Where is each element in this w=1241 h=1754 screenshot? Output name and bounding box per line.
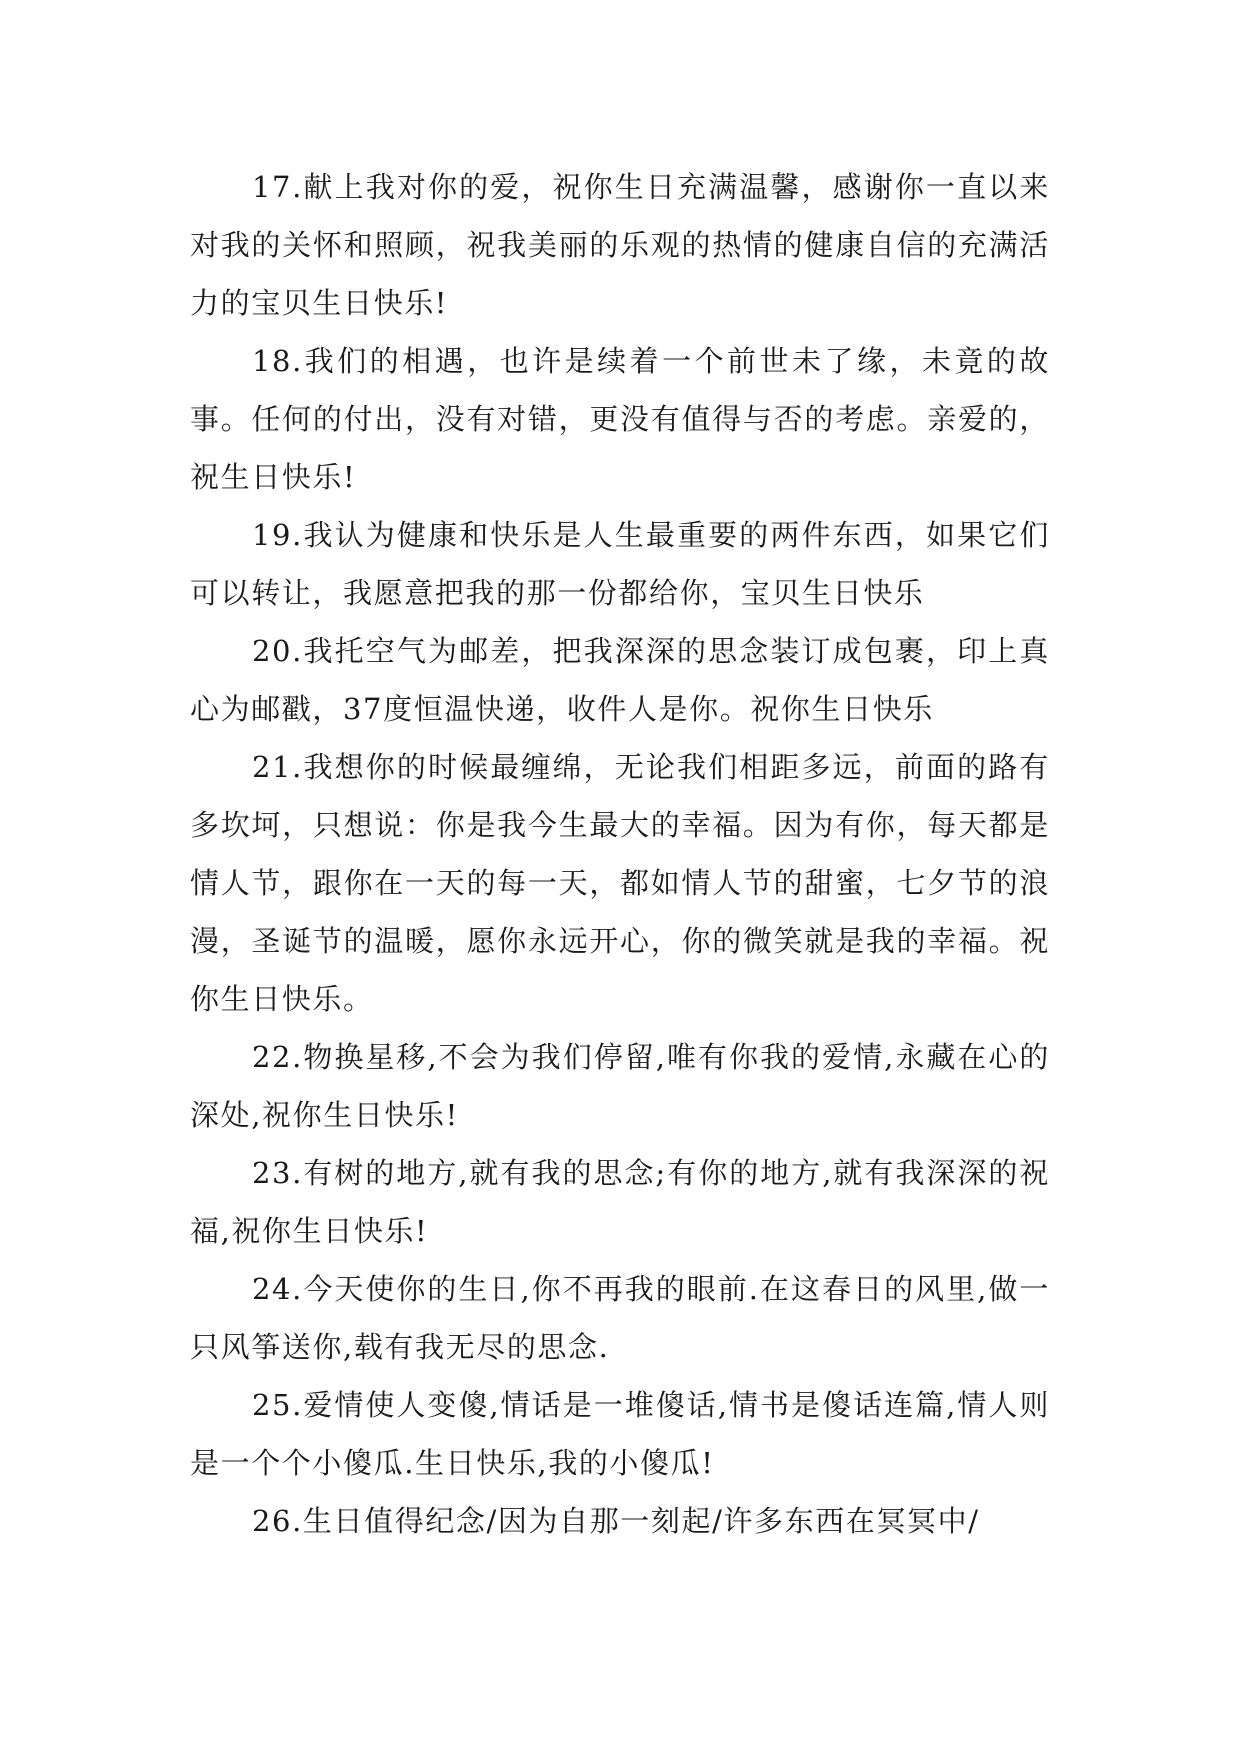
document-body: [190, 158, 1050, 1550]
paragraph-17: 17.献上我对你的爱，祝你生日充满温馨，感谢你一直以来对我的关怀和照顾，祝我美丽的乐观的热情的健康自信的充满活力的宝贝生日快乐!: [190, 170, 1050, 320]
paragraph-19: 19.我认为健康和快乐是人生最重要的两件东西，如果它们可以转让，我愿意把我的那一份都给你，宝贝生日快乐: [190, 518, 1050, 610]
paragraph-20: 20.我托空气为邮差，把我深深的思念装订成包裹，印上真心为邮戳，37度恒温快递，收件人是你。祝你生日快乐: [190, 634, 1050, 726]
paragraph-18: 18.我们的相遇，也许是续着一个前世未了缘，未竟的故事。任何的付出，没有对错，更没有值得与否的考虑。亲爱的，祝生日快乐!: [190, 344, 1050, 494]
paragraph-24: 24.今天使你的生日,你不再我的眼前.在这春日的风里,做一只风筝送你,载有我无尽的思念.: [190, 1272, 1050, 1364]
paragraph-26: 26.生日值得纪念/因为自那一刻起/许多东西在冥冥中/: [252, 1504, 980, 1538]
paragraph-25: 25.爱情使人变傻,情话是一堆傻话,情书是傻话连篇,情人则是一个个小傻瓜.生日快乐,我的小傻瓜!: [190, 1388, 1050, 1480]
paragraph-21: 21.我想你的时候最缠绵，无论我们相距多远，前面的路有多坎坷，只想说：你是我今生最大的幸福。因为有你，每天都是情人节，跟你在一天的每一天，都如情人节的甜蜜，七夕节的浪漫，圣诞节的温暖，愿你永远开心，你的微笑就是我的幸福。祝你生日快乐。: [190, 750, 1050, 1016]
paragraph-23: 23.有树的地方,就有我的思念;有你的地方,就有我深深的祝福,祝你生日快乐!: [190, 1156, 1050, 1248]
paragraph-22: 22.物换星移,不会为我们停留,唯有你我的爱情,永藏在心的深处,祝你生日快乐!: [190, 1040, 1050, 1132]
